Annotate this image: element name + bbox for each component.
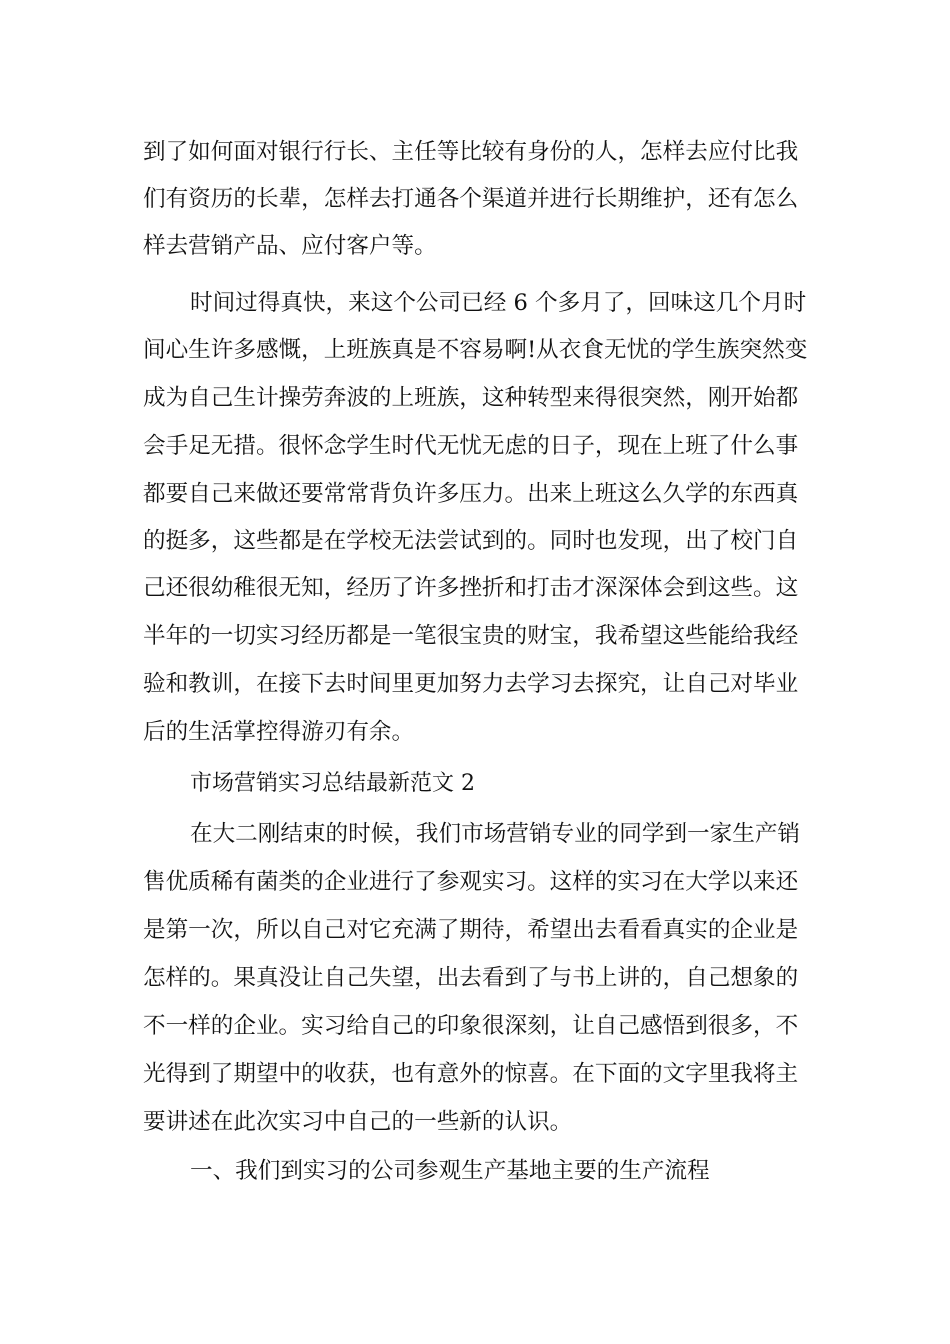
subheading-production-flow: 一、我们到实习的公司参观生产基地主要的生产流程	[190, 1158, 710, 1184]
paragraph-2-line-8: 半年的一切实习经历都是一笔很宝贵的财宝，我希望这些能给我经	[143, 623, 799, 649]
paragraph-2-line-4: 会手足无措。很怀念学生时代无忧无虑的日子，现在上班了什么事	[143, 433, 799, 459]
paragraph-1-line-1: 到了如何面对银行行长、主任等比较有身份的人，怎样去应付比我	[143, 139, 799, 165]
paragraph-2-line-10: 后的生活掌控得游刃有余。	[143, 719, 415, 745]
paragraph-3-line-3: 是第一次，所以自己对它充满了期待，希望出去看看真实的企业是	[143, 917, 799, 943]
section-title: 市场营销实习总结最新范文 2	[190, 771, 475, 796]
paragraph-2-line-3: 成为自己生计操劳奔波的上班族，这种转型来得很突然，刚开始都	[143, 385, 799, 411]
paragraph-3-line-4: 怎样的。果真没让自己失望，出去看到了与书上讲的，自己想象的	[143, 965, 799, 991]
paragraph-3-line-1: 在大二刚结束的时候，我们市场营销专业的同学到一家生产销	[190, 821, 801, 847]
paragraph-1-line-2: 们有资历的长辈，怎样去打通各个渠道并进行长期维护，还有怎么	[143, 186, 799, 212]
paragraph-2-line-2: 间心生许多感慨，上班族真是不容易啊!从衣食无忧的学生族突然变	[143, 337, 808, 363]
paragraph-2-line-6: 的挺多，这些都是在学校无法尝试到的。同时也发现，出了校门自	[143, 528, 799, 554]
paragraph-2-line-7: 己还很幼稚很无知，经历了许多挫折和打击才深深体会到这些。这	[143, 575, 799, 601]
paragraph-2-line-1: 时间过得真快，来这个公司已经 6 个多月了，回味这几个月时	[190, 290, 807, 316]
paragraph-2-line-9: 验和教训，在接下去时间里更加努力去学习去探究，让自己对毕业	[143, 671, 799, 697]
paragraph-3-line-5: 不一样的企业。实习给自己的印象很深刻，让自己感悟到很多，不	[143, 1013, 799, 1039]
paragraph-3-line-2: 售优质稀有菌类的企业进行了参观实习。这样的实习在大学以来还	[143, 869, 799, 895]
paragraph-2-line-5: 都要自己来做还要常常背负许多压力。出来上班这么久学的东西真	[143, 481, 799, 507]
paragraph-3-line-7: 要讲述在此次实习中自己的一些新的认识。	[143, 1109, 573, 1135]
paragraph-1-line-3: 样去营销产品、应付客户等。	[143, 233, 437, 259]
paragraph-3-line-6: 光得到了期望中的收获，也有意外的惊喜。在下面的文字里我将主	[143, 1061, 799, 1087]
